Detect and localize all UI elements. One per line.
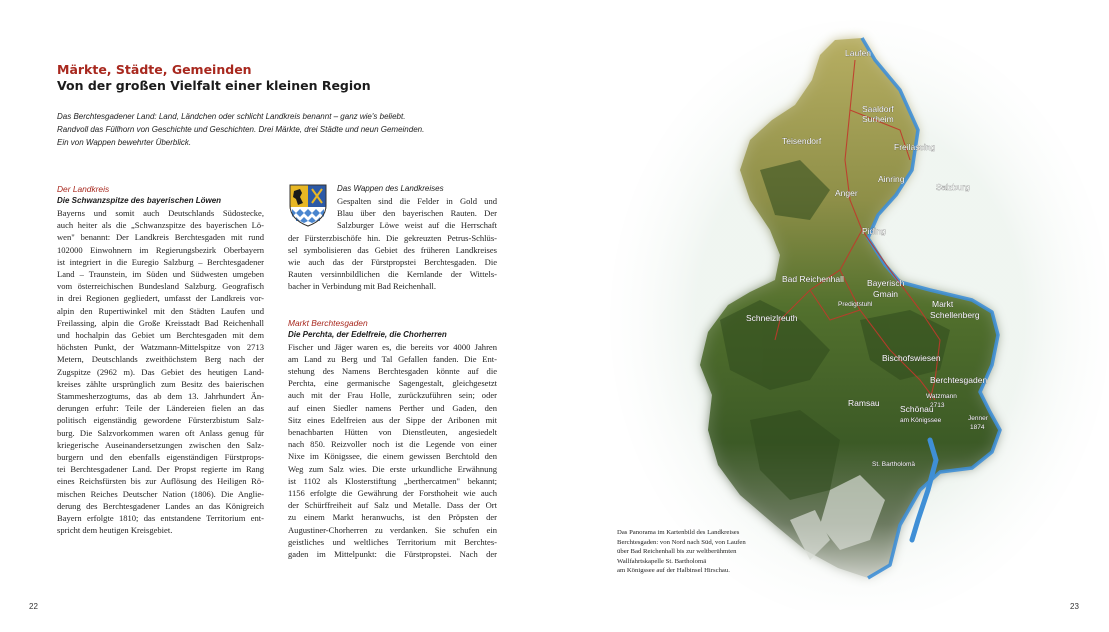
text-line: derung des Berchtesgadener Landes an das Königreich	[57, 500, 264, 511]
text-line: Bayerns und somit auch Deutschlands Südostecke,	[57, 208, 264, 218]
text-line: burg. Die Salzvorkommen waren oft Anlass genug für	[57, 427, 264, 438]
text-line: Bayern erfolgte 1810; das entstandene Territorium ent-	[57, 513, 264, 524]
text-line: stehung des Namens Berchtesgaden könnte auf die	[288, 366, 497, 377]
coat-of-arms-icon	[288, 183, 330, 229]
text-line: kreises zählte ursprünglich zum Besitz des baierischen	[57, 378, 264, 389]
label-jenner-height: 1874	[970, 424, 985, 431]
section-subtitle-landkreis: Die Schwanzspitze des bayerischen Löwen	[57, 196, 222, 205]
section-title-wappen: Das Wappen des Landkreises	[337, 184, 444, 193]
text-line: wie auch das der Fürstpropstei Berchtesgaden. Die	[288, 257, 497, 268]
text-line: alpin den Rupertiwinkel mit den Städten Laufen und	[57, 305, 264, 316]
text-line: in drei Regionen gegliedert, umfasst der Landkreis vor-	[57, 293, 264, 304]
column-wappen-markt	[288, 183, 497, 560]
label-freilassing: Freilassing	[894, 142, 936, 152]
text-line: mischen Reiches Deutscher Nation (1806). Die Anglie-	[57, 488, 264, 499]
label-schneizlreuth: Schneizlreuth	[746, 313, 798, 323]
text-line: sel symbolisieren das Gebiet des früheren Landkreises	[288, 244, 497, 255]
text-line: auf einen Siedler namens Perther und Gaden, den	[288, 402, 497, 413]
label-piding: Piding	[862, 226, 886, 236]
text-line: Land – Traunstein, im Süden und Südwesten umgeben	[57, 269, 264, 280]
column-landkreis	[57, 183, 264, 536]
text-line: zu einem Markt heranwuchs, ist den Pröpsten der	[288, 512, 497, 523]
text-line: Augustiner-Chorherren zu verdanken. Sie schufen ein	[288, 524, 497, 535]
text-line: 102000 Einwohnern im Regierungsbezirk Oberbayern	[57, 244, 264, 255]
label-am-koenigssee: am Königssee	[900, 417, 942, 424]
text-line: vom österreichischen Bundesland Salzburg. Geografisch	[57, 281, 264, 292]
text-line: Freilassing, alpin die Große Kreisstadt Bad Reichenhall	[57, 317, 264, 328]
text-line: benachbarten Hütten von Dienstleuten, angesiedelt	[288, 427, 497, 438]
text-line: Salzburger Löwe weist auf die Herrschaft	[337, 220, 497, 231]
text-line: politisch eigenständig gewordene Fürsterzbistum Salz-	[57, 415, 264, 426]
text-line: Sitz eines Edelfreien aus der Sippe der Aribonen mit	[288, 414, 497, 425]
caption-line: Das Panorama im Kartenbild des Landkreises	[617, 529, 740, 536]
text-line: Fischer und Jäger waren es, die bereits vor 4000 Jahren	[288, 341, 497, 352]
intro-line: Das Berchtesgadener Land: Land, Ländchen oder schlicht Landkreis benannt – ganz wie's beliebt.	[57, 112, 406, 121]
label-ramsau: Ramsau	[848, 398, 880, 408]
text-line: Nixe im Königssee, die einem gewissen Berchtold den	[288, 451, 497, 462]
text-line: spricht dem heutigen Kreisgebiet.	[57, 525, 173, 536]
text-line: nach 850. Reizvoller noch ist die Legende von einer	[288, 439, 497, 450]
label-surheim: Surheim	[862, 114, 894, 124]
text-line: bacher in Verbindung mit Bad Reichenhall.	[288, 281, 436, 292]
label-berchtesgaden: Berchtesgaden	[930, 375, 988, 385]
text-line: der Schürffreiheit auf Salz und Metalle. Dass der Ort	[288, 500, 497, 511]
text-line: höchsten Punkt, der Watzmann-Mittelspitze von 2713	[57, 342, 264, 353]
text-line: Zugspitze (2962 m). Das Gebiet des heutigen Land-	[57, 366, 264, 377]
landkreis-body-text	[57, 207, 264, 536]
intro-line: Ein von Wappen bewehrter Überblick.	[57, 138, 192, 147]
text-line: burgern und den ebenfalls eigenständigen Fürstprops-	[57, 452, 264, 463]
text-line: Blau über den bayerischen Rauten. Der	[337, 208, 497, 219]
chapter-title: Märkte, Städte, Gemeinden	[57, 62, 252, 77]
text-line: Gespalten sind die Felder in Gold und	[337, 196, 497, 206]
text-line: Perchta, eine germanische Sagengestalt, gleichgesetzt	[288, 378, 497, 389]
caption-line: Wallfahrtskapelle St. Bartholomä	[617, 557, 707, 565]
text-line: kriegerische Auseinandersetzungen zwischen den Salz-	[57, 439, 264, 450]
label-watzmann: Watzmann	[926, 393, 957, 400]
caption-line: Berchtesgaden: von Nord nach Süd, von Laufen	[617, 538, 746, 546]
wappen-block	[288, 183, 497, 293]
chapter-heading	[57, 62, 617, 94]
text-line: ist 1102 als Klosterstiftung „berthercatmen" bekannt;	[288, 475, 497, 486]
text-line: ist integriert in die Euregio Salzburg – Berchtesgadener	[57, 256, 264, 267]
intro-line: Randvoll das Füllhorn von Geschichte und Geschichten. Drei Märkte, drei Städte und neun Gemeinden.	[57, 125, 425, 134]
label-predigtstuhl: Predigtstuhl	[838, 301, 873, 308]
label-st-bartholomae: St. Bartholomä	[872, 461, 915, 468]
label-schoenau: Schönau	[900, 404, 934, 414]
text-line: Rauten versinnbildlichen die Kernlande der Wittels-	[288, 269, 497, 280]
label-schellenberg: Schellenberg	[930, 310, 980, 320]
caption-line: über Bad Reichenhall bis zur weltberühmten	[617, 548, 737, 556]
markt-body-text	[288, 341, 497, 561]
label-bayerisch: Bayerisch	[867, 278, 905, 288]
label-teisendorf: Teisendorf	[782, 136, 822, 146]
label-saaldorf: Saaldorf	[862, 104, 894, 114]
text-line: und hochalpin das Gebiet um Berchtesgaden mit dem	[57, 330, 264, 341]
landkreis-panorama-map	[600, 20, 1109, 610]
section-title-landkreis: Der Landkreis	[57, 184, 110, 194]
label-anger: Anger	[835, 188, 858, 198]
text-line: Metern, Deutschlands zweithöchstem Berg nach der	[57, 354, 264, 365]
label-gmain: Gmain	[873, 289, 899, 299]
map-caption	[617, 528, 777, 576]
text-line: Weg zum Salz wies. Die erste urkundliche Erwähnung	[288, 463, 497, 474]
label-ainring: Ainring	[878, 174, 905, 184]
text-line: tei Berchtesgadener Land. Der Propst regierte im Rang	[57, 464, 264, 475]
label-watzmann-height: 2713	[930, 402, 945, 409]
section-title-markt: Markt Berchtesgaden	[288, 317, 368, 328]
label-salzburg: Salzburg	[936, 182, 970, 192]
text-line: der Fürsterzbischöfe hin. Die gekreuzten Petrus-Schlüs-	[288, 232, 497, 243]
text-line: eines Reichsfürsten bis zur Auflösung des Heiligen Rö-	[57, 476, 264, 487]
chapter-subtitle: Von der großen Vielfalt einer kleinen Region	[57, 78, 371, 93]
text-line: am Land zu Berg und Tal Gefallen fanden. Die Ent-	[288, 353, 497, 364]
label-jenner: Jenner	[968, 415, 988, 422]
page-number-right: 23	[1070, 602, 1079, 611]
intro-text	[57, 110, 452, 149]
text-line: auch heiter als die „Schwanzspitze des bayerischen Lö-	[57, 220, 264, 231]
label-markt: Markt	[932, 299, 954, 309]
text-line: derungen erfuhr: Teile der Ländereien fielen an das	[57, 403, 264, 414]
label-bischofswiesen: Bischofswiesen	[882, 353, 941, 363]
text-line: auch mit der Frau Holle, zurückzuführen sein; oder	[288, 390, 497, 401]
page-number-left: 22	[29, 602, 38, 611]
caption-line: am Königssee auf der Halbinsel Hirschau.	[617, 567, 730, 575]
label-laufen: Laufen	[845, 48, 871, 58]
section-subtitle-markt: Die Perchta, der Edelfreie, die Chorherren	[288, 329, 447, 339]
text-line: geistliches und weltliches Territorium mit Berchtes-	[288, 536, 497, 547]
text-line: 1156 erfolgte die Gewährung der Forsthoheit wie auch	[288, 488, 497, 499]
text-line: gaden im Mittelpunkt: die Fürstpropstei. Nach der	[288, 549, 497, 560]
text-line: wen" benannt: Der Landkreis Berchtesgaden mit rund	[57, 232, 264, 243]
label-bad-reichenhall: Bad Reichenhall	[782, 274, 844, 284]
text-line: Stammesherzogtums, das ab dem 13. Jahrhundert Än-	[57, 391, 264, 402]
